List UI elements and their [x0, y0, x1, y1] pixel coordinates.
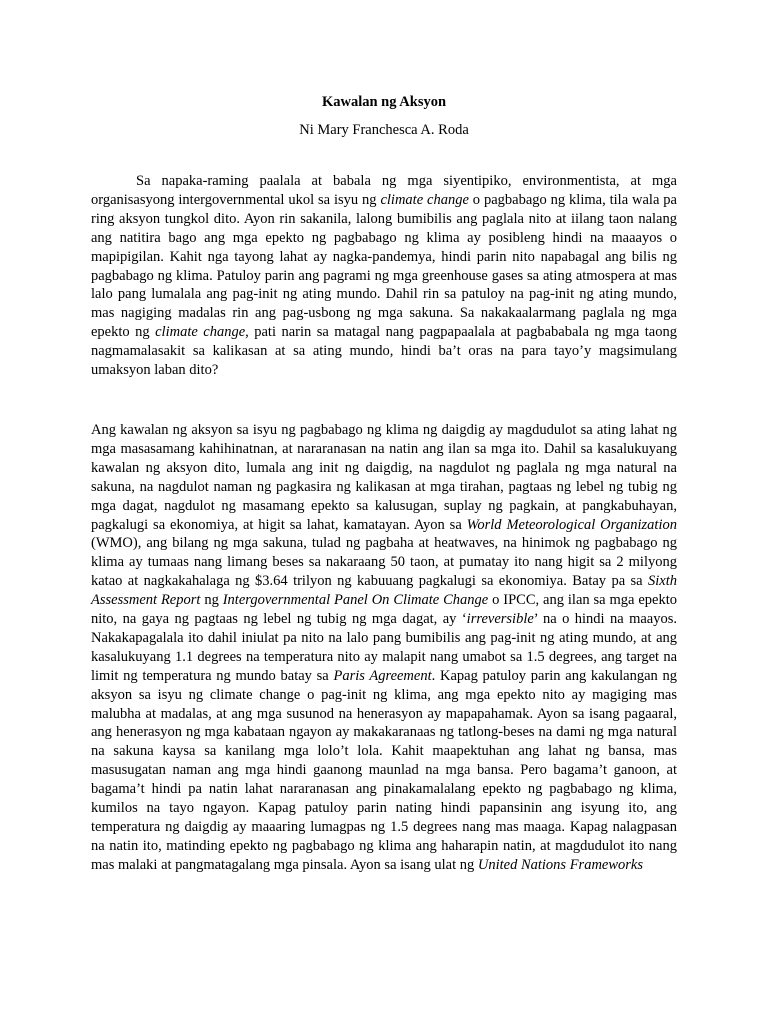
text-run: (WMO), ang bilang ng mga sakuna, tulad ng pagbaha at heatwaves, na hinimok ng pagbabago ng klima ay tumaas nang limang beses sa nakaraang 50 taon, at pumatay ito nang higit sa 2 milyong katao at nagkakahalaga ng $3.64 trilyon ng kabuuang pagkalugi sa ekonomiya. Batay pa sa [91, 535, 677, 590]
author-byline: Ni Mary Franchesca A. Roda [299, 122, 469, 138]
italic-run: irreversible [466, 611, 534, 628]
text-run: Sa napaka-raming paalala at babala ng mga siyentipiko, environmentista, at mga organisasyong intergovernmental ukol sa isyu ng [91, 173, 677, 208]
text-run: , pati narin sa matagal nang pagpapaalala at pagbababala ng mga taong nagmamalasakit sa kalikasan at sa ating mundo, hindi ba’t oras na para tayo’y magsimulang umaksyon laban dito? [91, 324, 677, 379]
italic-run: climate change [155, 324, 246, 341]
italic-run: Sixth Assessment Report [91, 573, 677, 609]
text-run: o pagbabago ng klima, tila wala pa ring aksyon tungkol dito. Ayon rin sakanila, lalong bumibilis ang paglala nito at iilang taon nalang ang natitira bago ang mga epekto ng pagbabago ng klima ay posibleng hindi na maaayos o mapipigilan. Kahit nga tayong lahat ay nagka-pandemya, hindi parin nito napabagal ang bilis ng pagbabago ng klima. Patuloy parin ang pagrami ng mga greenhouse gases sa ating atmospera at mas lalo pang lumalala ang pag-init ng ating mundo. Dahil rin sa patuloy na pag-init ng ating mundo, mas nagiging madalas rin ang pag-usbong ng mga sakuna. Sa nakakaalarmang paglala ng mga epekto ng [91, 191, 677, 341]
paragraph-1 [91, 172, 677, 380]
text-run: Ang kawalan ng aksyon sa isyu ng pagbabago ng klima ng daigdig ay magdudulot sa ating lahat ng mga masasamang kahihinatnan, at nararanasan na natin ang ilan sa mga ito. Dahil sa kasalukuyang kawalan ng aksyon dito, lumala ang init ng daigdig, na nagdulot ng paglala ng mga natural na sakuna, na nagdulot naman ng pagkasira ng kalikasan at mga tirahan, pagtaas ng lebel ng tubig ng mga dagat, nagdulot ng masamang epekto sa kalusugan, suplay ng pagkain, at pangkabuhayan, pagkalugi sa ekonomiya, at higit sa lahat, kamatayan. Ayon sa [91, 421, 677, 533]
italic-run: Paris Agreement [333, 667, 432, 684]
text-run: ng [200, 592, 223, 609]
italic-run: climate change [380, 191, 469, 208]
text-run: . Kapag patuloy parin ang kakulangan ng aksyon sa isyu ng climate change o pag-init ng klima, ang mga epekto nito ay magiging mas malubha at madalas, at ang mga susunod na henerasyon ay mapapahamak. Ayon sa isang pagaaral, ang henerasyon ng mga kabataan ngayon ay makakaranaas ng tatlong-beses na dami ng mga natural na sakuna kaysa sa kanilang mga lolo’t lola. Kahit maapektuhan ang lahat ng bansa, mas masusugatan naman ang mga hindi gaanong maunlad na mga bansa. Pero bagama’t ganoon, at bagama’t hindi pa natin lahat nararanasan ang pinakamalalang epekto ng pagbabago ng klima, kumilos na tayo ngayon. Kapag patuloy parin nating hindi papansinin ang isyung ito, ang temperatura ng daigdig ay maaaring lumagpas ng 1.5 degrees nang mas maaga. Kapag nalagpasan na natin ito, matinding epekto ng pagbabago ng klima ang haharapin natin, at magdudulot ito nang mas malaki at pangmatagalang mga pinsala. Ayon sa isang ulat ng [91, 667, 677, 873]
text-run: ’ na o hindi na maayos. Nakakapagalala ito dahil iniulat pa nito na lalo pang bumibilis ang pag-init ng ating mundo, at ang kasalukuyang 1.1 degrees na temperatura nito ay malapit nang umabot sa 1.5 degrees, ang target na limit ng temperatura ng mundo batay sa [91, 611, 677, 684]
italic-run: Intergovernmental Panel On Climate Change [222, 592, 489, 609]
italic-run: World Meteorological Organization [466, 516, 677, 533]
paragraph-2 [91, 421, 677, 875]
document-title: Kawalan ng Aksyon [321, 94, 447, 110]
italic-run: United Nations Frameworks [477, 856, 643, 873]
text-run: o IPCC, ang ilan sa mga epekto nito, na gaya ng pagtaas ng lebel ng tubig ng mga dagat, ay ‘ [91, 592, 678, 628]
